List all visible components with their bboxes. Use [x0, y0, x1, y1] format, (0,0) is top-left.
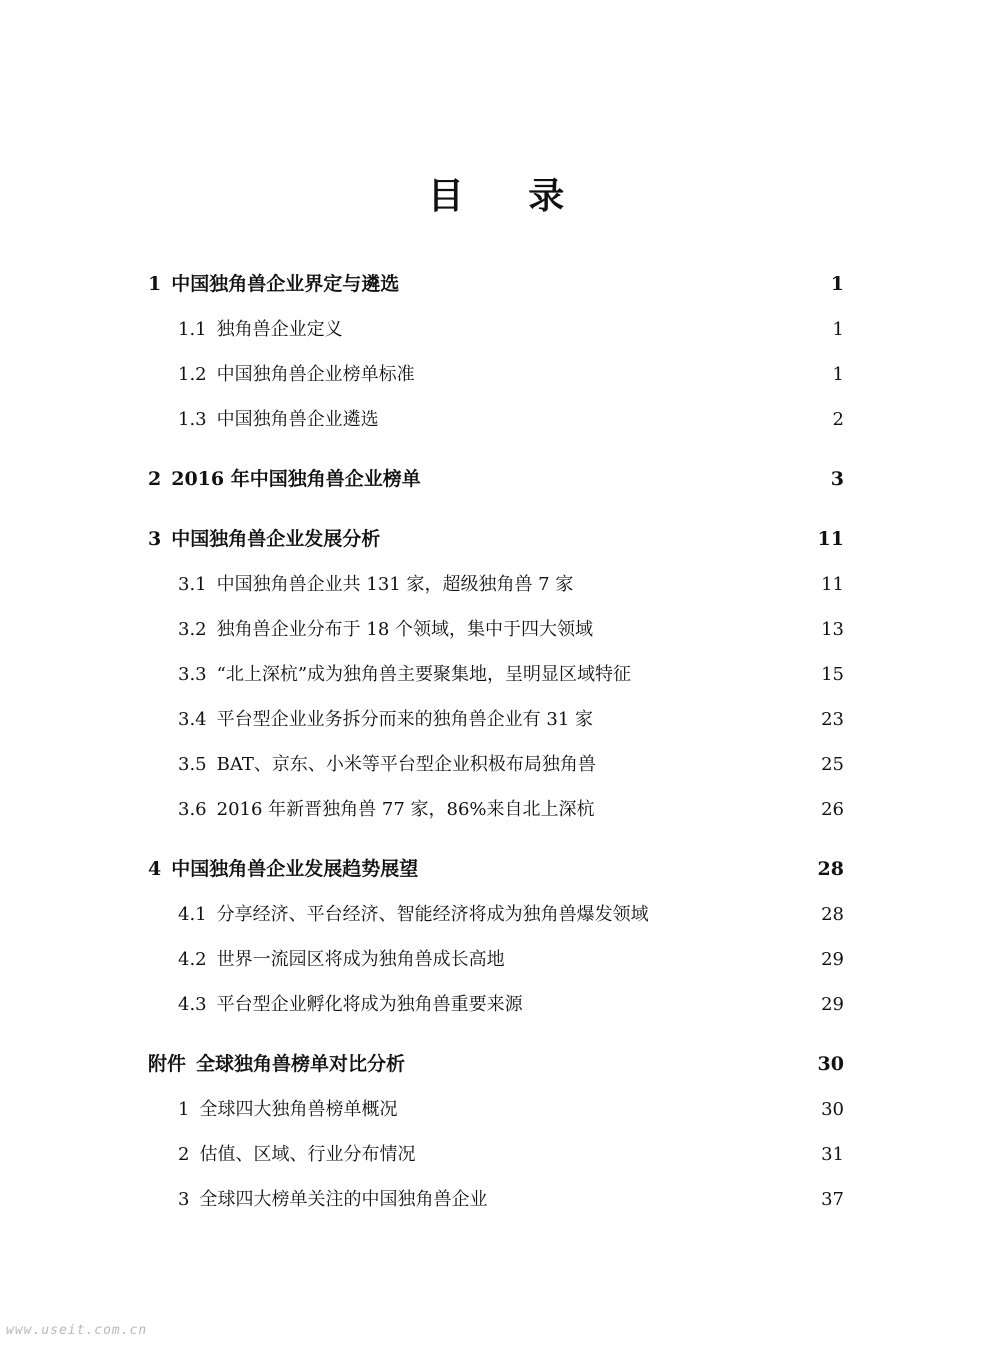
toc-entry-page: 30	[817, 1053, 844, 1075]
toc-entry-page: 2	[832, 409, 844, 430]
toc-entry-number: 1.3	[178, 409, 207, 430]
toc-entry-page: 29	[821, 949, 844, 970]
toc-dot-leader	[417, 374, 831, 375]
toc-entry-page: 11	[817, 528, 844, 550]
toc-entry-number: 3.3	[178, 664, 207, 685]
toc-entry-number: 2	[148, 468, 162, 490]
toc-entry-page: 1	[830, 273, 844, 295]
toc-entry-title: 分享经济、平台经济、智能经济将成为独角兽爆发领域	[216, 904, 649, 925]
toc-entry[interactable]	[148, 1042, 844, 1087]
toc-entry[interactable]	[148, 562, 844, 607]
toc-entry-page: 31	[821, 1144, 844, 1165]
toc-entry-title: 中国独角兽企业共 131 家，超级独角兽 7 家	[216, 574, 574, 595]
toc-entry[interactable]	[148, 847, 844, 892]
toc-entry-page: 28	[817, 858, 844, 880]
toc-dot-leader	[423, 479, 829, 480]
toc-entry-page: 29	[821, 994, 844, 1015]
toc-entry-number: 4	[148, 858, 162, 880]
toc-entry[interactable]	[148, 397, 844, 442]
toc-entry[interactable]	[148, 652, 844, 697]
toc-entry-number: 3.5	[178, 754, 207, 775]
toc-entry[interactable]	[148, 697, 844, 742]
toc-entry[interactable]	[148, 1177, 844, 1222]
toc-entry-title: BAT、京东、小米等平台型企业积极布局独角兽	[216, 754, 596, 775]
toc-entry-number: 3	[148, 528, 162, 550]
toc-dot-leader	[595, 719, 819, 720]
toc-entry-title: 中国独角兽企业遴选	[216, 409, 379, 430]
toc-entry[interactable]	[148, 1132, 844, 1177]
table-of-contents	[148, 262, 844, 1222]
toc-entry-page: 28	[821, 904, 844, 925]
toc-entry-title: 中国独角兽企业发展分析	[171, 528, 381, 550]
toc-dot-leader	[525, 1004, 819, 1005]
toc-entry-title: 中国独角兽企业榜单标准	[216, 364, 415, 385]
toc-entry-number: 2	[178, 1144, 190, 1165]
toc-dot-leader	[381, 419, 831, 420]
toc-entry-number: 4.2	[178, 949, 207, 970]
toc-dot-leader	[633, 674, 819, 675]
toc-entry-title: 2016 年新晋独角兽 77 家，86%来自北上深杭	[216, 799, 595, 820]
toc-entry-title: 估值、区域、行业分布情况	[199, 1144, 416, 1165]
toc-dot-leader	[651, 914, 819, 915]
toc-entry[interactable]	[148, 892, 844, 937]
toc-dot-leader	[489, 1199, 819, 1200]
toc-entry-number: 3	[178, 1189, 190, 1210]
toc-entry-page: 1	[832, 319, 844, 340]
toc-entry-title: 独角兽企业分布于 18 个领域，集中于四大领域	[216, 619, 593, 640]
watermark: www.useit.com.cn	[6, 1323, 148, 1338]
toc-entry-title: 全球四大榜单关注的中国独角兽企业	[199, 1189, 488, 1210]
toc-dot-leader	[507, 959, 819, 960]
toc-dot-leader	[417, 1154, 819, 1155]
toc-entry-title: “北上深杭”成为独角兽主要聚集地，呈明显区域特征	[216, 664, 632, 685]
toc-entry[interactable]	[148, 307, 844, 352]
toc-entry[interactable]	[148, 937, 844, 982]
toc-entry[interactable]	[148, 982, 844, 1027]
toc-dot-leader	[575, 584, 819, 585]
toc-entry-number: 1.2	[178, 364, 207, 385]
toc-entry[interactable]	[148, 1087, 844, 1132]
toc-entry-page: 1	[832, 364, 844, 385]
toc-dot-leader	[399, 1109, 819, 1110]
toc-entry[interactable]	[148, 787, 844, 832]
toc-entry-title: 平台型企业孵化将成为独角兽重要来源	[216, 994, 523, 1015]
toc-entry-title: 中国独角兽企业界定与遴选	[171, 273, 400, 295]
toc-entry[interactable]	[148, 742, 844, 787]
toc-entry-number: 附件	[148, 1053, 187, 1075]
toc-entry-page: 13	[821, 619, 844, 640]
toc-entry-title: 全球独角兽榜单对比分析	[196, 1053, 406, 1075]
toc-entry-number: 3.2	[178, 619, 207, 640]
toc-entry-number: 4.1	[178, 904, 207, 925]
toc-dot-leader	[407, 1064, 816, 1065]
toc-entry-number: 3.4	[178, 709, 207, 730]
toc-entry-title: 2016 年中国独角兽企业榜单	[171, 468, 421, 490]
toc-entry[interactable]	[148, 607, 844, 652]
toc-dot-leader	[595, 629, 819, 630]
toc-entry-title: 平台型企业业务拆分而来的独角兽企业有 31 家	[216, 709, 593, 730]
toc-dot-leader	[382, 539, 815, 540]
toc-entry-page: 23	[821, 709, 844, 730]
toc-entry-title: 中国独角兽企业发展趋势展望	[171, 858, 419, 880]
toc-dot-leader	[401, 284, 829, 285]
toc-entry-number: 1	[178, 1099, 190, 1120]
toc-entry[interactable]	[148, 352, 844, 397]
toc-dot-leader	[598, 764, 819, 765]
toc-entry[interactable]	[148, 517, 844, 562]
toc-entry-number: 1	[148, 273, 162, 295]
toc-dot-leader	[420, 869, 815, 870]
toc-dot-leader	[597, 809, 820, 810]
toc-entry-number: 3.1	[178, 574, 207, 595]
toc-entry-title: 全球四大独角兽榜单概况	[199, 1099, 398, 1120]
toc-entry-page: 30	[821, 1099, 844, 1120]
toc-entry-page: 25	[821, 754, 844, 775]
toc-dot-leader	[345, 329, 831, 330]
toc-entry-page: 3	[830, 468, 844, 490]
toc-entry-page: 11	[821, 574, 844, 595]
toc-entry[interactable]	[148, 457, 844, 502]
toc-entry[interactable]	[148, 262, 844, 307]
toc-entry-number: 4.3	[178, 994, 207, 1015]
toc-entry-page: 26	[821, 799, 844, 820]
toc-entry-title: 世界一流园区将成为独角兽成长高地	[216, 949, 505, 970]
page-title: 目 录	[427, 175, 591, 217]
toc-entry-number: 1.1	[178, 319, 207, 340]
toc-entry-title: 独角兽企业定义	[216, 319, 343, 340]
toc-entry-page: 15	[821, 664, 844, 685]
toc-entry-number: 3.6	[178, 799, 207, 820]
toc-entry-page: 37	[821, 1189, 844, 1210]
